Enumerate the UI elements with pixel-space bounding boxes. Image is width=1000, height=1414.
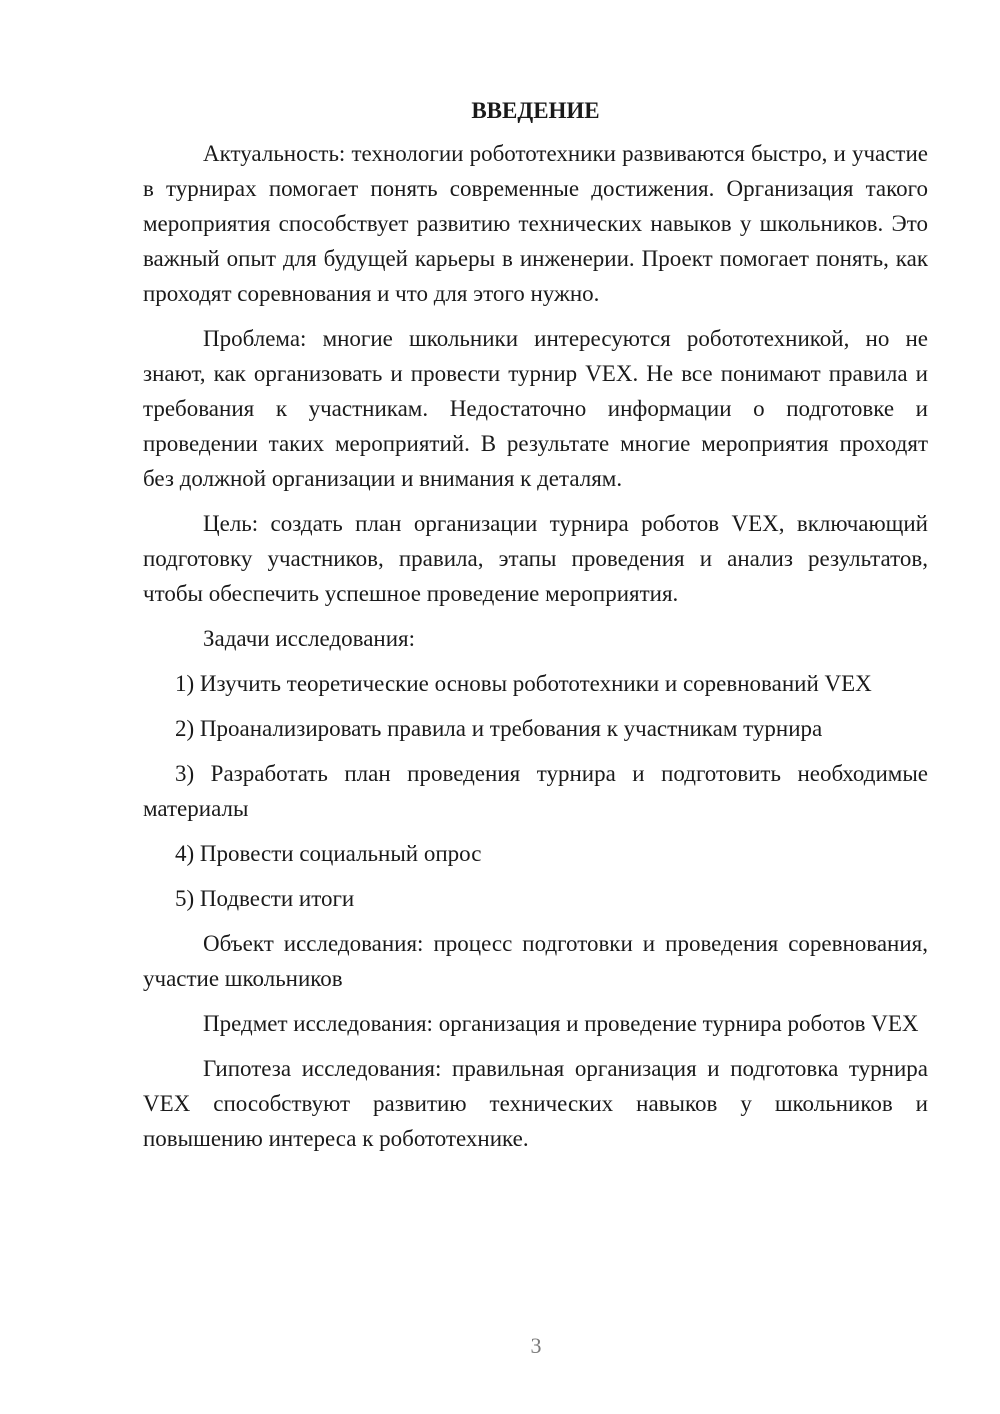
paragraph-problem: Проблема: многие школьники интересуются робототехникой, но не знают, как организовать и провести турнир VEX. Не все понимают правила и требования к участникам. Недостаточно информации о подготовке и проведении таких мероприятий. В результате многие мероприятия проходят без должной организации и внимания к деталям. <box>143 326 928 491</box>
paragraph-hypothesis: Гипотеза исследования: правильная организация и подготовка турнира VEX способствуют развитию технических навыков у школьников и повышению интереса к робототехнике. <box>143 1056 928 1151</box>
page-number: 3 <box>530 1333 542 1358</box>
paragraph-goal: Цель: создать план организации турнира роботов VEX, включающий подготовку участников, правила, этапы проведения и анализ результатов, чтобы обеспечить успешное проведение мероприятия. <box>143 511 928 606</box>
tasks-heading: Задачи исследования: <box>203 626 416 651</box>
document-page <box>143 96 928 1166</box>
task-item-2: 2) Проанализировать правила и требования к участникам турнира <box>175 716 823 741</box>
paragraph-relevance: Актуальность: технологии робототехники развиваются быстро, и участие в турнирах помогает понять современные достижения. Организация такого мероприятия способствует развитию технических навыков у школьников. Это важный опыт для будущей карьеры в инженерии. Проект помогает понять, как проходят соревнования и что для этого нужно. <box>143 141 928 306</box>
task-item-3: 3) Разработать план проведения турнира и подготовить необходимые материалы <box>143 761 928 821</box>
task-item-5: 5) Подвести итоги <box>175 886 355 911</box>
paragraph-subject: Предмет исследования: организация и проведение турнира роботов VEX <box>203 1011 919 1036</box>
task-item-4: 4) Провести социальный опрос <box>175 841 482 866</box>
paragraph-object: Объект исследования: процесс подготовки и проведения соревнования, участие школьников <box>143 931 928 991</box>
task-item-1: 1) Изучить теоретические основы робототехники и соревнований VEX <box>175 671 872 696</box>
section-title: ВВЕДЕНИЕ <box>471 98 600 123</box>
